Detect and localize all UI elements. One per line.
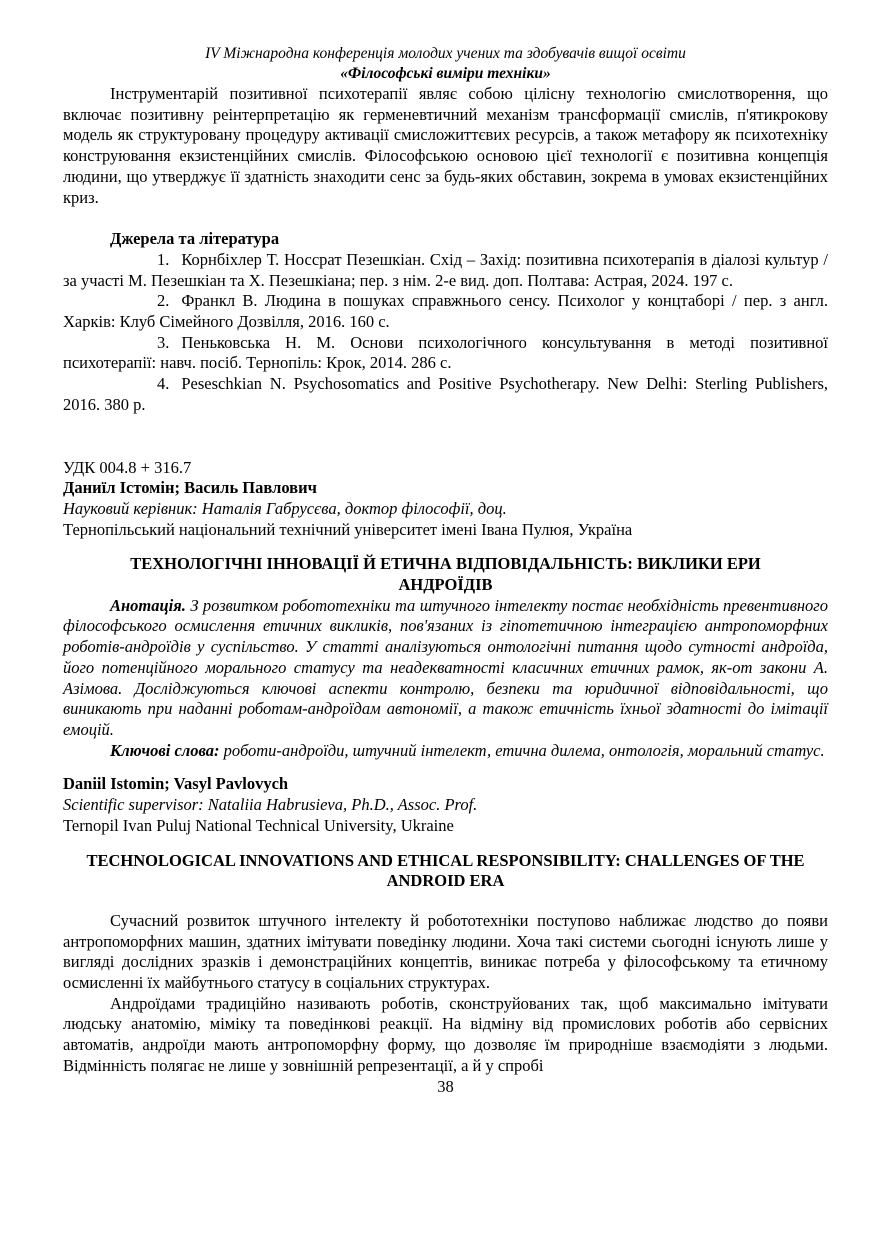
reference-number: 3.	[157, 332, 170, 352]
keywords-label: Ключові слова:	[110, 740, 220, 760]
reference-text: Пеньковська Н. М. Основи психологічного консультування в методі позитивної психотерапії: навч. посіб. Тернопіль: Крок, 2014. 286 с.	[63, 332, 828, 373]
reference-item	[63, 250, 828, 291]
reference-text: Франкл В. Людина в пошуках справжнього сенсу. Психолог у концтаборі / пер. з англ. Харків: Клуб Сімейного Дозвілля, 2016. 160 с.	[63, 291, 828, 332]
reference-number: 4.	[157, 374, 170, 394]
abstract-paragraph	[63, 596, 828, 741]
conference-header-line1: IV Міжнародна конференція молодих учених та здобувачів вищої освіти	[205, 45, 686, 62]
reference-item	[63, 333, 828, 374]
intro-paragraph: Інструментарій позитивної психотерапії являє собою цілісну технологію смислотворення, що включає позитивну реінтерпретацію як герменевтичний механізм трансформації смислів, п'ятикрокову модель як структуровану процедуру активації смисложиттєвих ресурсів, а також метафору як психотехніку конструювання екзистенційних смислів. Філософською основою цієї технології є позитивна концепція людини, що утверджує її здатність знаходити сенс за будь-яких обставин, зокрема в умовах екзистенційних криз.	[63, 84, 828, 207]
reference-item	[63, 291, 828, 332]
conference-header-line2: «Філософські виміри техніки»	[340, 65, 551, 82]
reference-text: Корнбіхлер Т. Носсрат Пезешкіан. Схід – Захід: позитивна психотерапія в діалозі культур / за участі М. Пезешкіан та Х. Пезешкіана; пер. з нім. 2-е вид. доп. Полтава: Астрая, 2024. 197 с.	[63, 249, 828, 290]
authors-en: Daniil Istomin; Vasyl Pavlovych	[63, 774, 289, 794]
abstract-text: З розвитком робототехніки та штучного інтелекту постає необхідність превентивного філософського осмислення етичних викликів, пов'язаних із гіпотетичною інтеграцією антропоморфних роботів-андроїдів у суспільство. У статті аналізуються онтологічні питання щодо сутності андроїда, його потенційного морального статусу та неадекватності класичних етичних рамок, як-от закони А. Азімова. Досліджуються ключові аспекти контролю, безпеки та юридичної відповідальності, що виникають при наданні роботам-андроїдам автономії, а також етичність їхньої здатності до імітації емоцій.	[63, 595, 828, 739]
reference-text: Peseschkian N. Psychosomatics and Positive Psychotherapy. New Delhi: Sterling Publishers, 2016. 380 p.	[63, 374, 828, 414]
reference-item	[63, 374, 828, 415]
affiliation-en: Ternopil Ivan Puluj National Technical University, Ukraine	[63, 815, 454, 835]
reference-number: 1.	[157, 249, 170, 269]
affiliation-ua: Тернопільський національний технічний університет імені Івана Пулюя, Україна	[63, 519, 633, 539]
article-title-ua: ТЕХНОЛОГІЧНІ ІННОВАЦІЇ Й ЕТИЧНА ВІДПОВІДАЛЬНІСТЬ: ВИКЛИКИ ЕРИ АНДРОЇДІВ	[130, 554, 761, 595]
page-number: 38	[437, 1076, 454, 1096]
body-paragraph: Сучасний розвиток штучного інтелекту й робототехніки поступово наближає людство до появи антропоморфних машин, здатних імітувати поведінку людини. Хоча такі системи сьогодні існують лише у вигляді дослідних зразків і демонстраційних концептів, виникає потреба у філософському та етичному осмисленні їх майбутнього статусу в соціальних структурах.	[63, 910, 828, 993]
udc-code: УДК 004.8 + 316.7	[63, 457, 192, 477]
supervisor-ua: Науковий керівник: Наталія Габрусєва, доктор філософії, доц.	[63, 498, 507, 518]
abstract-label: Анотація.	[110, 595, 186, 615]
authors-ua: Даниїл Істомін; Василь Павлович	[63, 478, 317, 498]
keywords-text: роботи-андроїди, штучний інтелект, етична дилема, онтологія, моральний статус.	[219, 740, 825, 760]
keywords-paragraph	[63, 741, 828, 762]
body-paragraph: Андроїдами традиційно називають роботів, сконструйованих так, щоб максимально імітувати людську анатомію, міміку та поведінкові реакції. На відміну від промислових роботів або сервісних автоматів, андроїди мають антропоморфну форму, що дозволяє їм природніше взаємодіяти з людьми. Відмінність полягає не лише у зовнішній репрезентації, а й у спробі	[63, 993, 828, 1075]
supervisor-en: Scientific supervisor: Nataliia Habrusieva, Ph.D., Assoc. Prof.	[63, 795, 478, 815]
article-title-en: TECHNOLOGICAL INNOVATIONS AND ETHICAL RESPONSIBILITY: CHALLENGES OF THE ANDROID ERA	[86, 850, 805, 891]
reference-number: 2.	[157, 291, 170, 311]
references-heading: Джерела та література	[110, 229, 280, 249]
